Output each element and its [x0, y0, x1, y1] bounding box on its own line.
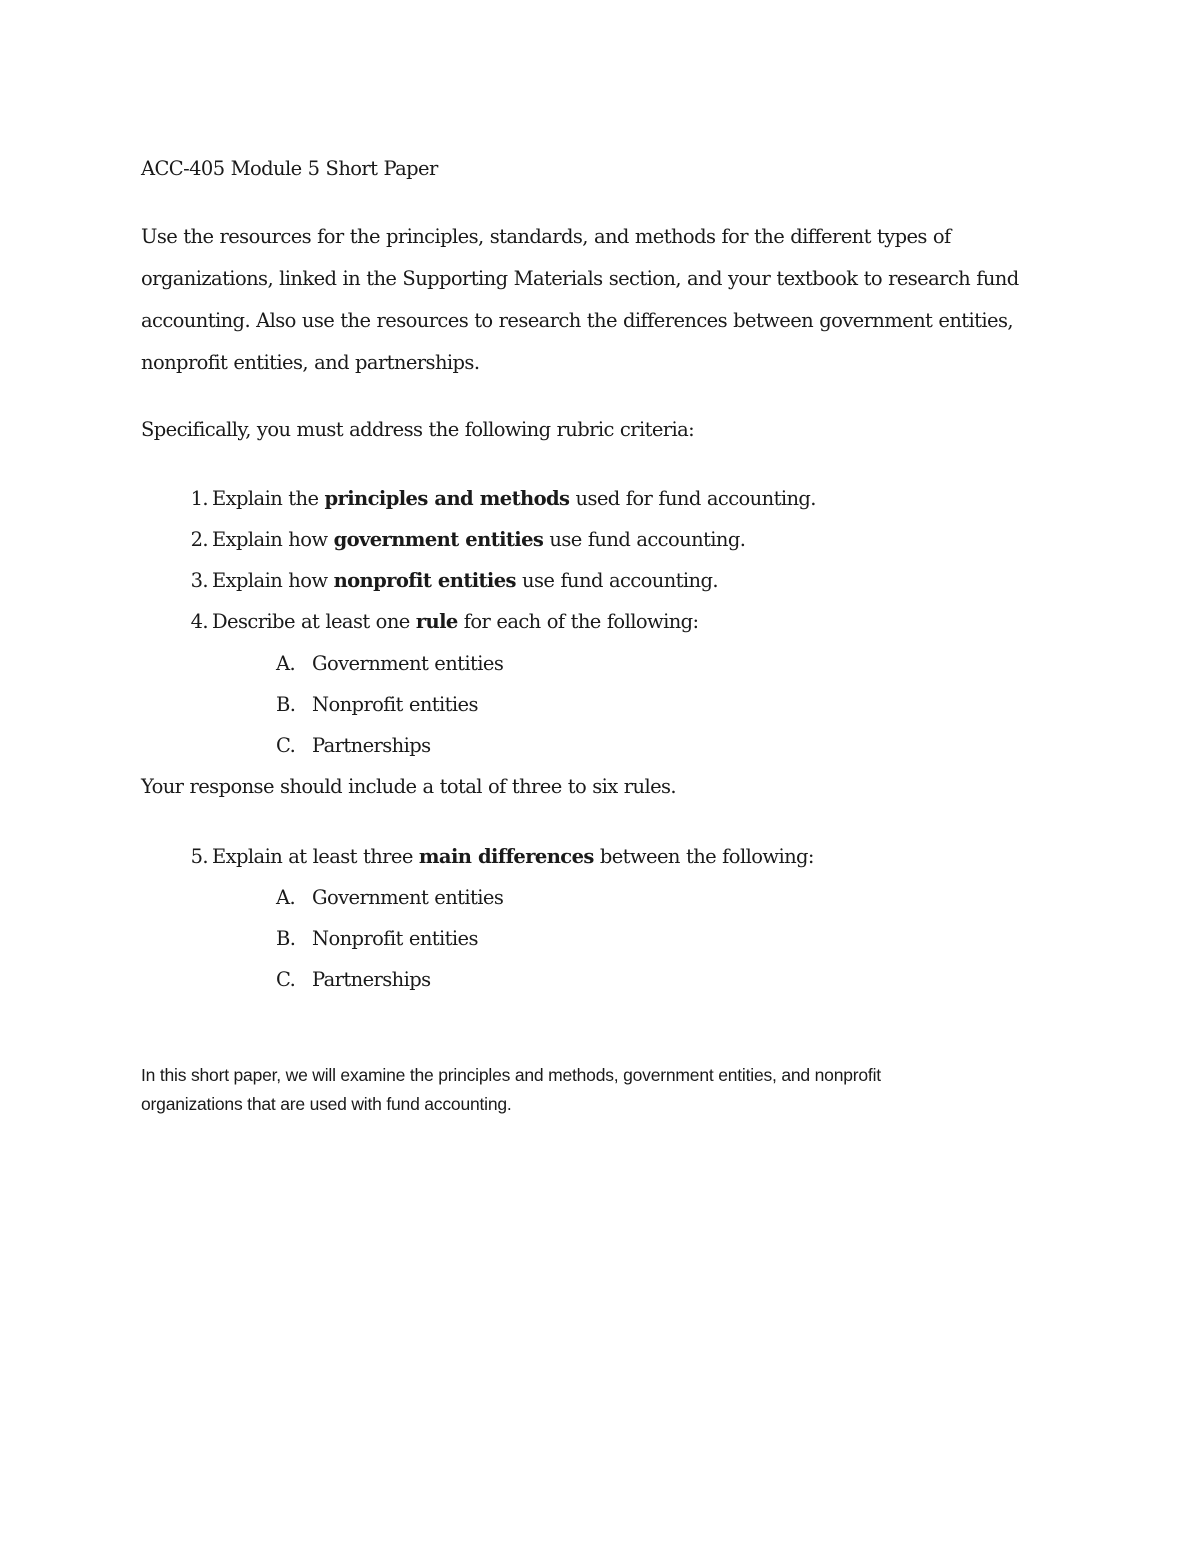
subitem-letter: B. [276, 927, 296, 950]
intro-line-1: Use the resources for the principles, standards, and methods for the different types of [141, 225, 951, 248]
document-title: ACC-405 Module 5 Short Paper [141, 157, 438, 180]
criterion-emphasis: principles and methods [324, 487, 570, 510]
subitem-text: Government entities [312, 886, 504, 909]
subitem-letter: A. [276, 886, 296, 909]
criterion-emphasis: main differences [418, 845, 594, 868]
subitem-text: Partnerships [312, 734, 431, 757]
criteria-intro: Specifically, you must address the following rubric criteria: [141, 418, 695, 441]
intro-line-2: organizations, linked in the Supporting Materials section, and your textbook to research fund [141, 267, 1019, 290]
subitem-letter: A. [276, 652, 296, 675]
criterion-text: Explain how government entities use fund accounting. [212, 528, 746, 551]
intro-line-3: accounting. Also use the resources to research the differences between government entities, [141, 309, 1013, 332]
subitem-letter: B. [276, 693, 296, 716]
subitem-text: Nonprofit entities [312, 927, 478, 950]
subitem-letter: C. [276, 968, 296, 991]
criterion-text: Explain at least three main differences between the following: [212, 845, 814, 868]
subitem-text: Partnerships [312, 968, 431, 991]
criterion-emphasis: rule [415, 610, 458, 633]
criterion-number: 3. [190, 569, 208, 592]
intro-line-4: nonprofit entities, and partnerships. [141, 351, 480, 374]
criterion-text: Explain how nonprofit entities use fund accounting. [212, 569, 718, 592]
criterion-number: 1. [190, 487, 208, 510]
subitem-text: Nonprofit entities [312, 693, 478, 716]
closing-line-2: organizations that are used with fund accounting. [141, 1094, 512, 1114]
subitem-text: Government entities [312, 652, 504, 675]
closing-line-1: In this short paper, we will examine the principles and methods, government entities, and nonprofit [141, 1065, 881, 1085]
criterion-emphasis: government entities [333, 528, 544, 551]
criterion-number: 4. [190, 610, 208, 633]
criterion-number: 5. [190, 845, 208, 868]
subitem-letter: C. [276, 734, 296, 757]
criterion-text: Explain the principles and methods used for fund accounting. [212, 487, 816, 510]
criterion-text: Describe at least one rule for each of the following: [212, 610, 699, 633]
criterion-number: 2. [190, 528, 208, 551]
criterion-emphasis: nonprofit entities [333, 569, 516, 592]
rules-note: Your response should include a total of three to six rules. [141, 775, 677, 798]
